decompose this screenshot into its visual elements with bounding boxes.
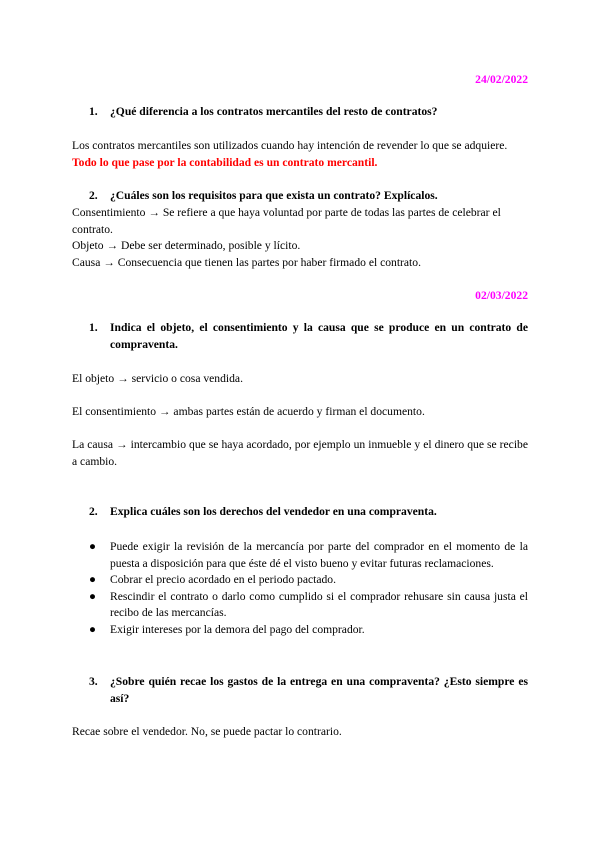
answer-consentimiento: Consentimiento → Se refiere a que haya voluntad por parte de todas las partes de celebrar el contrato.: [72, 206, 501, 236]
list-item-text: Puede exigir la revisión de la mercancía por parte del comprador en el momento de la puesta a disposición para que éste dé el visto bueno y evitar futuras reclamaciones.: [110, 540, 528, 570]
question-text: Explica cuáles son los derechos del vendedor en una compraventa.: [110, 505, 437, 518]
date-heading-1: 24/02/2022: [475, 73, 528, 86]
question-text: ¿Qué diferencia a los contratos mercantiles del resto de contratos?: [110, 105, 438, 118]
question-number: 1.: [89, 321, 98, 334]
question-text: ¿Sobre quién recae los gastos de la entrega en una compraventa? ¿Esto siempre es así?: [110, 675, 528, 705]
answer-objeto: Objeto → Debe ser determinado, posible y lícito.: [72, 239, 301, 252]
answer-1-1: [72, 138, 528, 171]
bullet-icon: ●: [89, 573, 97, 586]
question-1-1: [72, 104, 528, 121]
seller-rights-list: [72, 539, 528, 638]
question-text: ¿Cuáles son los requisitos para que exista un contrato? Explícalos.: [110, 189, 438, 202]
question-text: Indica el objeto, el consentimiento y la causa que se produce en un contrato de compraventa.: [110, 321, 528, 351]
bullet-icon: ●: [89, 589, 97, 603]
question-number: 2.: [89, 505, 98, 518]
list-item-text: Cobrar el precio acordado en el periodo pactado.: [110, 573, 336, 586]
answer-1-2: [72, 205, 528, 271]
answer-consentimiento: El consentimiento → ambas partes están de acuerdo y firman el documento.: [72, 405, 425, 418]
answer-objeto: El objeto → servicio o cosa vendida.: [72, 372, 243, 385]
list-item: [72, 572, 528, 589]
list-item: [72, 589, 528, 622]
bullet-icon: ●: [89, 540, 97, 553]
list-item-text: Rescindir el contrato o darlo como cumplido si el comprador rehusare sin causa justa el recibo de las mercancías.: [110, 589, 528, 619]
answer-causa: Causa → Consecuencia que tienen las partes por haber firmado el contrato.: [72, 255, 421, 269]
bullet-icon: ●: [89, 622, 97, 636]
answer-text: Los contratos mercantiles son utilizados cuando hay intención de revender lo que se adquiere.: [72, 139, 508, 152]
question-1-2: [72, 188, 528, 205]
question-number: 3.: [89, 675, 98, 688]
question-2-2: [72, 504, 528, 521]
question-2-3: [72, 674, 528, 707]
answer-causa: La causa → intercambio que se haya acordado, por ejemplo un inmueble y el dinero que se recibe a cambio.: [72, 438, 528, 468]
question-number: 2.: [89, 189, 98, 202]
list-item: [72, 539, 528, 572]
answer-2-3: Recae sobre el vendedor. No, se puede pactar lo contrario.: [72, 725, 342, 738]
question-2-1: [72, 320, 528, 353]
list-item-text: Exigir intereses por la demora del pago del comprador.: [110, 622, 365, 636]
question-number: 1.: [89, 105, 98, 118]
list-item: [72, 622, 528, 639]
highlighted-answer-text: Todo lo que pase por la contabilidad es un contrato mercantil.: [72, 155, 378, 169]
date-heading-2: 02/03/2022: [475, 289, 528, 302]
